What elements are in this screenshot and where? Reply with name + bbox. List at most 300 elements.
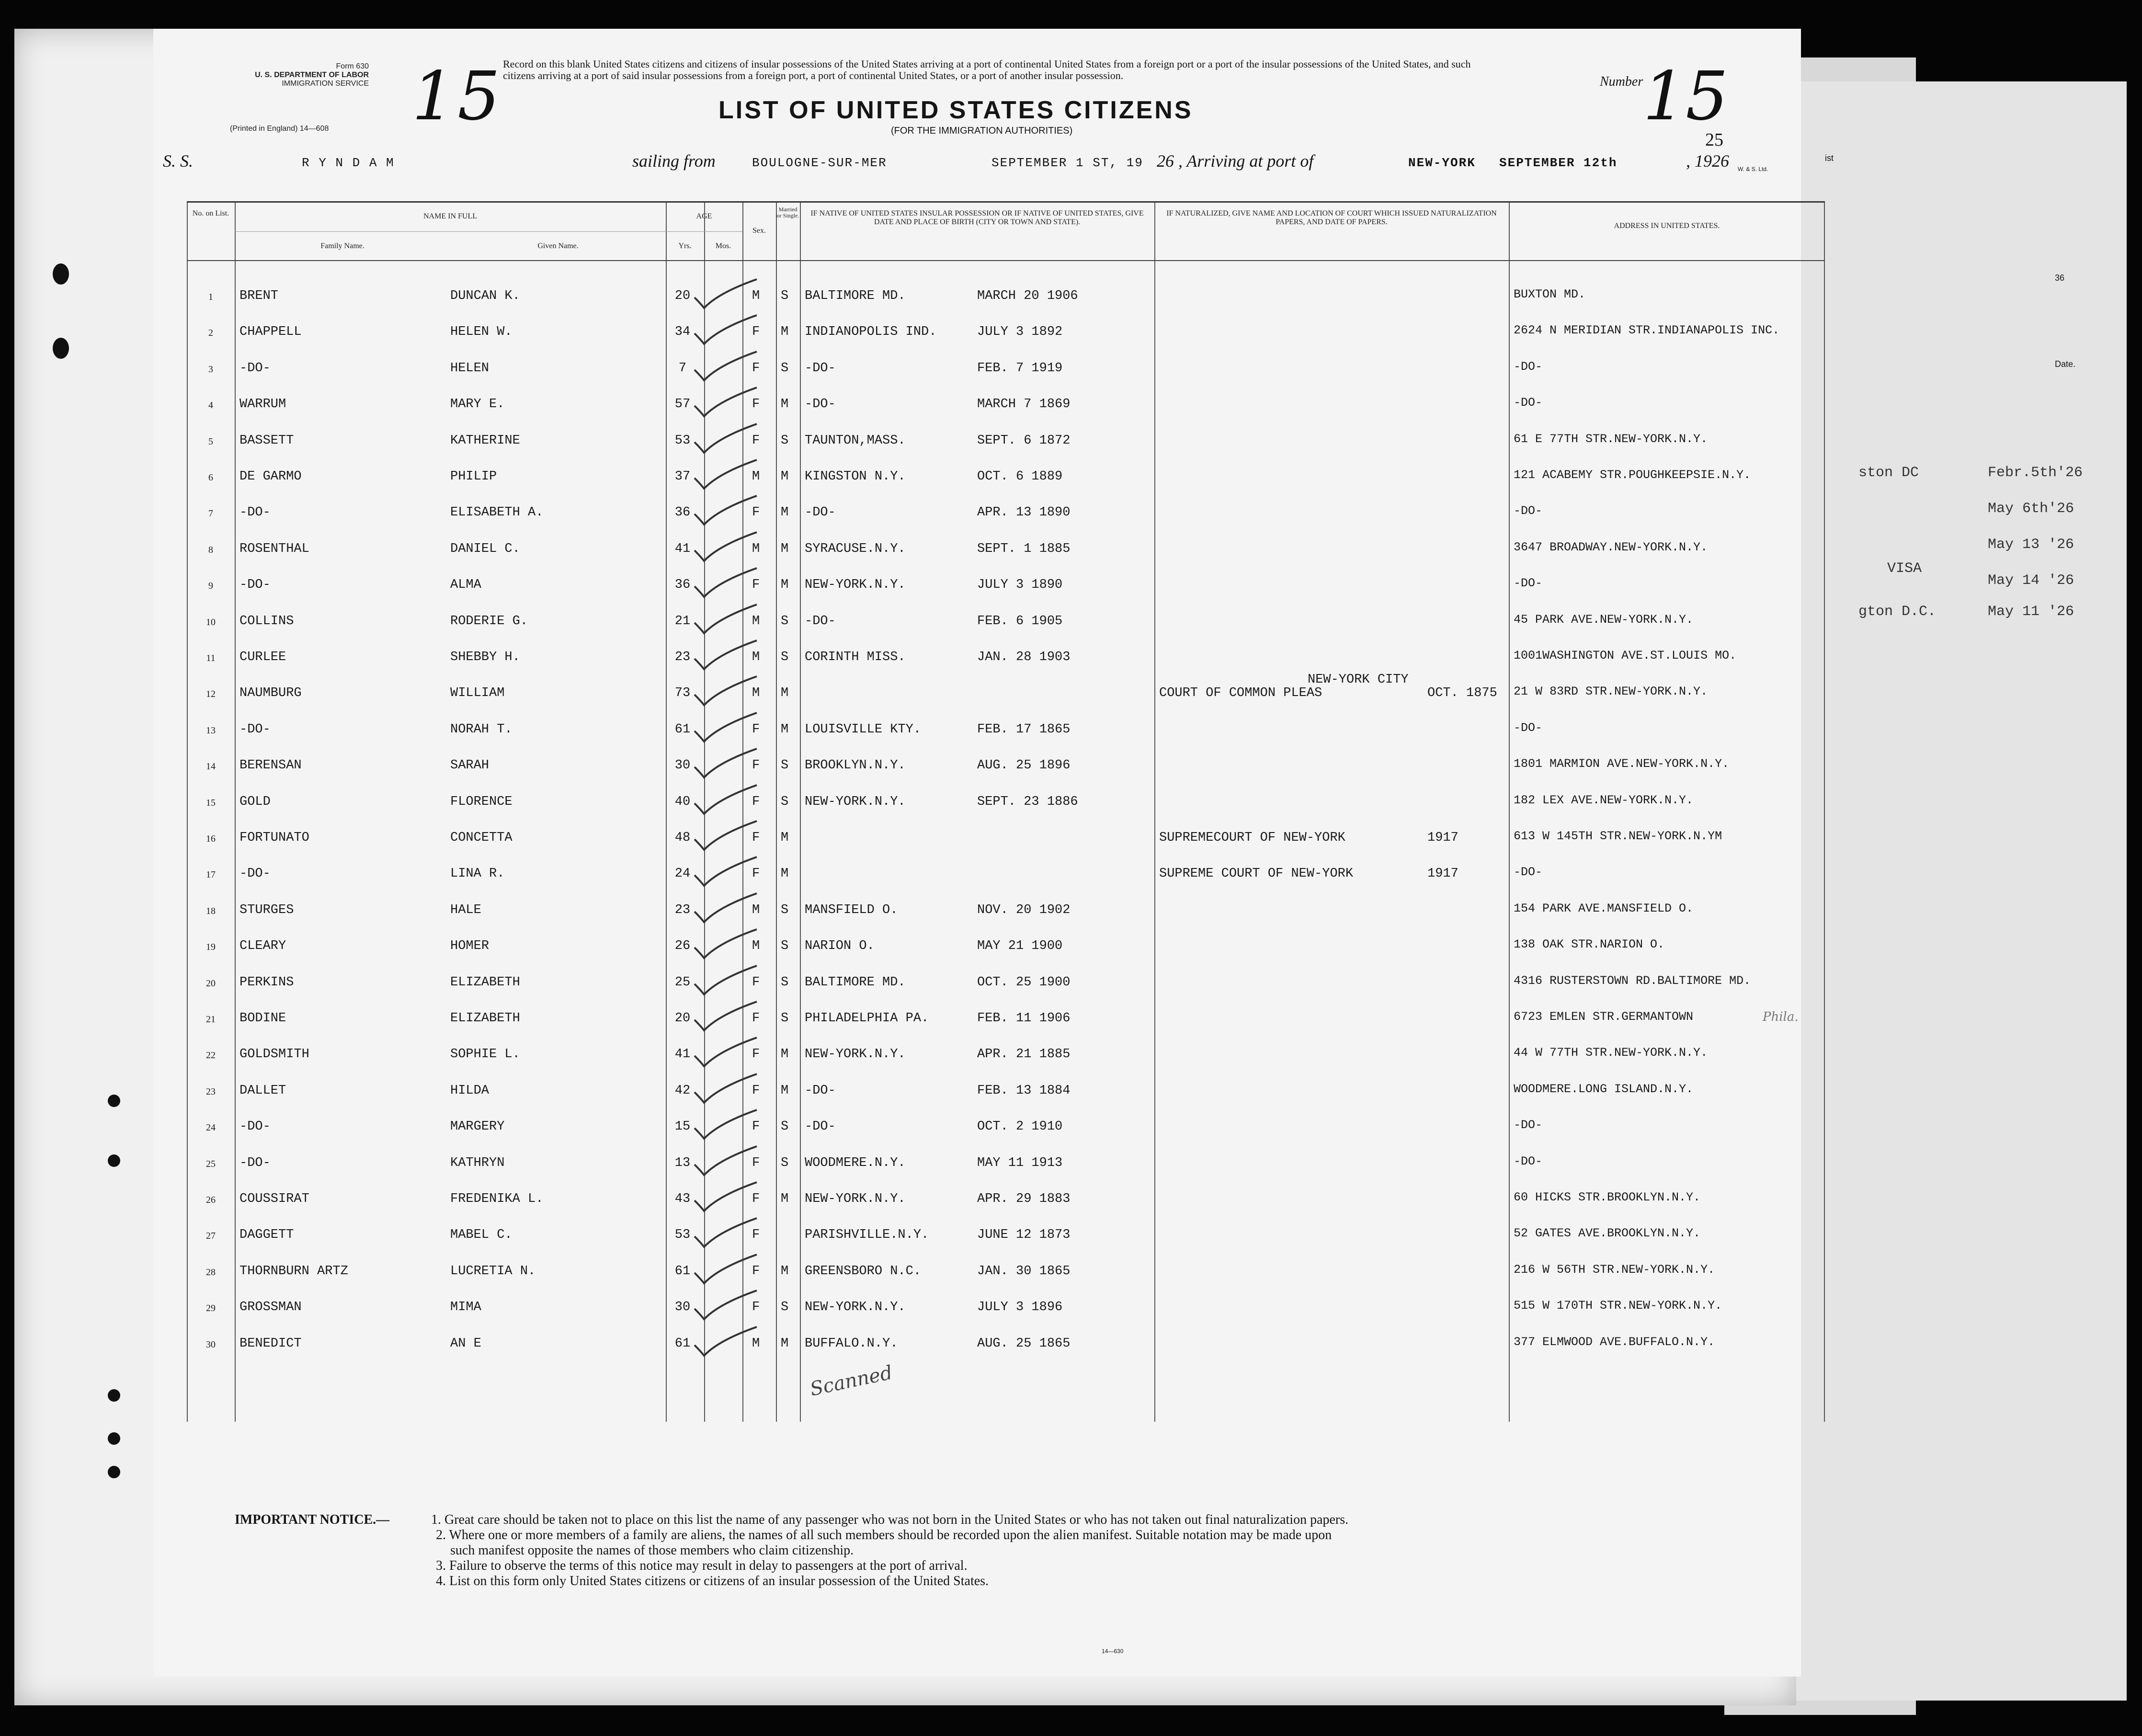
birth-date: FEB. 6 1905: [977, 614, 1063, 628]
given-name: DUNCAN K.: [450, 289, 520, 303]
given-name: ELIZABETH: [450, 975, 520, 990]
row-number: 7: [208, 508, 213, 519]
address: 1001WASHINGTON AVE.ST.LOUIS MO.: [1514, 649, 1737, 662]
check-mark-icon: [685, 820, 762, 856]
birth-place: NEW-YORK.N.Y.: [805, 578, 906, 593]
age-years: 23: [674, 902, 691, 917]
age-years: 26: [674, 939, 691, 954]
punch-hole: [108, 1432, 120, 1445]
address: 6723 EMLEN STR.GERMANTOWN: [1514, 1010, 1694, 1024]
row-number: 10: [206, 617, 216, 628]
given-name: ALMA: [450, 578, 481, 593]
row-number: 6: [208, 472, 213, 483]
naturalization-court: COURT OF COMMON PLEAS: [1159, 686, 1322, 701]
birth-date: NOV. 20 1902: [977, 902, 1071, 917]
married-single: M: [781, 686, 789, 701]
sex: M: [752, 902, 760, 917]
sex: F: [752, 1119, 760, 1134]
table-row: [187, 605, 1825, 640]
birth-date: APR. 13 1890: [977, 505, 1071, 520]
address: -DO-: [1514, 396, 1543, 410]
family-name: BASSETT: [239, 433, 294, 448]
address: -DO-: [1514, 576, 1543, 591]
page-subtitle: (FOR THE IMMIGRATION AUTHORITIES): [891, 126, 1073, 136]
table-row: [187, 388, 1825, 423]
birth-place: PHILADELPHIA PA.: [805, 1011, 929, 1026]
notice-item: 1. Great care should be taken not to place on this list the name of any passenger who was not born in the United States or who has not taken out final naturalization papers.: [431, 1512, 1349, 1527]
address: 216 W 56TH STR.NEW-YORK.N.Y.: [1514, 1262, 1715, 1277]
table-row: [187, 1074, 1825, 1109]
address: 121 ACABEMY STR.POUGHKEEPSIE.N.Y.: [1514, 468, 1751, 482]
birth-place: NARION O.: [805, 939, 875, 954]
arrive-date: SEPTEMBER 12th: [1499, 156, 1618, 170]
age-years: 73: [674, 686, 691, 701]
married-single: M: [781, 541, 789, 556]
sex: F: [752, 1155, 760, 1170]
table-row: [187, 640, 1825, 676]
check-mark-icon: [685, 1037, 762, 1072]
birth-place: -DO-: [805, 614, 836, 628]
table-row: [187, 352, 1825, 387]
back-sheet-notes: [1858, 129, 2127, 704]
given-name: MIMA: [450, 1300, 481, 1315]
port-to: NEW-YORK: [1408, 156, 1476, 170]
given-name: HALE: [450, 902, 481, 917]
age-years: 15: [674, 1119, 691, 1134]
married-single: M: [781, 867, 789, 881]
married-single: S: [781, 289, 789, 303]
table-row: [187, 424, 1825, 459]
age-years: 43: [674, 1192, 691, 1206]
back-note-line: May 11 '26: [1988, 604, 2074, 620]
check-mark-icon: [685, 567, 762, 603]
col-yrs: Yrs.: [678, 242, 692, 250]
family-name: -DO-: [239, 505, 271, 520]
sex: F: [752, 361, 760, 376]
table-row: [187, 1110, 1825, 1145]
married-single: M: [781, 831, 789, 845]
check-mark-icon: [685, 1326, 762, 1361]
row-number: 25: [206, 1158, 216, 1169]
row-number: 11: [206, 653, 216, 663]
age-years: 53: [674, 433, 691, 448]
notice-item: such manifest opposite the names of those members who claim citizenship.: [450, 1543, 854, 1558]
address: 21 W 83RD STR.NEW-YORK.N.Y.: [1514, 685, 1708, 699]
family-name: COLLINS: [239, 614, 294, 628]
birth-place: TAUNTON,MASS.: [805, 433, 906, 448]
married-single: S: [781, 794, 789, 809]
page-title: LIST OF UNITED STATES CITIZENS: [718, 96, 1193, 124]
address: 154 PARK AVE.MANSFIELD O.: [1514, 901, 1694, 915]
check-mark-icon: [685, 278, 762, 314]
sex: F: [752, 1083, 760, 1098]
address: 138 OAK STR.NARION O.: [1514, 937, 1665, 952]
sex: F: [752, 1228, 760, 1243]
birth-place: NEW-YORK.N.Y.: [805, 794, 906, 809]
family-name: GOLDSMITH: [239, 1047, 309, 1062]
sex: M: [752, 939, 760, 954]
naturalization-date: 1917: [1427, 867, 1458, 881]
check-mark-icon: [685, 928, 762, 964]
birth-place: PARISHVILLE.N.Y.: [805, 1228, 929, 1243]
birth-date: JUNE 12 1873: [977, 1228, 1071, 1243]
given-name: WILLIAM: [450, 686, 505, 701]
sex: F: [752, 578, 760, 593]
check-mark-icon: [685, 1109, 762, 1144]
given-name: LUCRETIA N.: [450, 1264, 536, 1279]
family-name: COUSSIRAT: [239, 1192, 309, 1206]
sex: M: [752, 469, 760, 484]
age-years: 13: [674, 1155, 691, 1170]
married-single: M: [781, 469, 789, 484]
row-number: 14: [206, 761, 216, 772]
age-years: 48: [674, 831, 691, 845]
family-name: ROSENTHAL: [239, 541, 309, 556]
table-row: [187, 496, 1825, 531]
col-family: Family Name.: [320, 242, 365, 250]
given-name: FREDENIKA L.: [450, 1192, 544, 1206]
punch-hole: [108, 1095, 120, 1107]
check-mark-icon: [685, 856, 762, 891]
department-label: U. S. DEPARTMENT OF LABOR: [255, 71, 369, 79]
married-single: S: [781, 650, 789, 664]
married-single: S: [781, 975, 789, 990]
table-row: [187, 532, 1825, 568]
row-number: 16: [206, 834, 216, 844]
family-name: DAGGETT: [239, 1228, 294, 1243]
port-from: BOULOGNE-SUR-MER: [752, 156, 887, 170]
check-mark-icon: [685, 784, 762, 820]
arrive-year: , 1926: [1686, 151, 1729, 171]
table-row: [187, 673, 1825, 712]
record-note: Record on this blank United States citizens and citizens of insular possessions of the United States arriving at a port of continental United States from a foreign port or a port of the insular possessions of the United States, and such citizens arriving at a port of said insular possessions from a foreign port, a port of continental United States, or a port of another insular possession.: [503, 58, 1471, 81]
handwritten-scrawl: Scanned: [808, 1361, 895, 1401]
age-years: 23: [674, 650, 691, 664]
address: BUXTON MD.: [1514, 287, 1586, 301]
married-single: M: [781, 505, 789, 520]
married-single: M: [781, 1336, 789, 1351]
sex: M: [752, 614, 760, 628]
address: 44 W 77TH STR.NEW-YORK.N.Y.: [1514, 1046, 1708, 1060]
birth-date: AUG. 25 1896: [977, 758, 1071, 773]
service-label: IMMIGRATION SERVICE: [282, 80, 369, 88]
given-name: SOPHIE L.: [450, 1047, 520, 1062]
address: 1801 MARMION AVE.NEW-YORK.N.Y.: [1514, 757, 1730, 771]
punch-hole: [108, 1466, 120, 1478]
col-given: Given Name.: [537, 242, 579, 250]
table-row: [187, 1327, 1825, 1362]
family-name: -DO-: [239, 361, 271, 376]
row-number: 26: [206, 1195, 216, 1205]
col-address: ADDRESS IN UNITED STATES.: [1614, 222, 1720, 230]
married-single: M: [781, 1264, 789, 1279]
age-years: 53: [674, 1228, 691, 1243]
passenger-table: [187, 201, 1825, 1422]
check-mark-icon: [685, 1290, 762, 1325]
back-note-line: May 13 '26: [1988, 537, 2074, 553]
list-number-left: 15: [412, 57, 503, 136]
check-mark-icon: [685, 531, 762, 567]
given-name: HOMER: [450, 939, 490, 954]
back-sheet-page: 36: [2055, 273, 2065, 283]
number-label: Number: [1600, 74, 1643, 89]
naturalization-location: NEW-YORK CITY: [1308, 673, 1409, 687]
sex: F: [752, 325, 760, 340]
birth-date: AUG. 25 1865: [977, 1336, 1071, 1351]
table-row: [187, 1255, 1825, 1290]
given-name: HELEN W.: [450, 325, 513, 340]
given-name: LINA R.: [450, 867, 505, 881]
family-name: STURGES: [239, 902, 294, 917]
back-note-line: May 6th'26: [1988, 501, 2074, 517]
sex: F: [752, 397, 760, 412]
birth-date: JULY 3 1892: [977, 325, 1063, 340]
address: 3647 BROADWAY.NEW-YORK.N.Y.: [1514, 540, 1708, 554]
family-name: BODINE: [239, 1011, 286, 1026]
printed-note: (Printed in England) 14—608: [230, 125, 329, 133]
row-number: 17: [206, 869, 216, 880]
sex: F: [752, 831, 760, 845]
table-row: [187, 857, 1825, 892]
given-name: MABEL C.: [450, 1228, 513, 1243]
row-number: 18: [206, 905, 216, 916]
birth-place: -DO-: [805, 397, 836, 412]
birth-place: LOUISVILLE KTY.: [805, 722, 922, 737]
sex: F: [752, 975, 760, 990]
birth-date: JAN. 28 1903: [977, 650, 1071, 664]
check-mark-icon: [685, 387, 762, 422]
ss-label: S. S.: [163, 151, 193, 171]
given-name: KATHERINE: [450, 433, 520, 448]
table-row: [187, 1038, 1825, 1073]
age-years: 21: [674, 614, 691, 628]
table-row: [187, 1291, 1825, 1326]
family-name: DE GARMO: [239, 469, 302, 484]
married-single: S: [781, 1119, 789, 1134]
birth-date: OCT. 2 1910: [977, 1119, 1063, 1134]
back-note-line: Febr.5th'26: [1988, 465, 2083, 481]
age-years: 36: [674, 505, 691, 520]
sex: F: [752, 505, 760, 520]
married-single: S: [781, 1300, 789, 1315]
given-name: RODERIE G.: [450, 614, 528, 628]
age-years: 61: [674, 1336, 691, 1351]
family-name: BENEDICT: [239, 1336, 302, 1351]
col-no: No. on List.: [192, 209, 229, 217]
row-number: 29: [206, 1303, 216, 1314]
row-number: 5: [208, 436, 213, 447]
birth-date: OCT. 25 1900: [977, 975, 1071, 990]
family-name: THORNBURN ARTZ: [239, 1264, 348, 1279]
birth-date: FEB. 11 1906: [977, 1011, 1071, 1026]
check-mark-icon: [685, 459, 762, 494]
birth-date: JULY 3 1890: [977, 578, 1063, 593]
married-single: S: [781, 433, 789, 448]
form-number: Form 630: [336, 62, 369, 70]
printer-mark: W. & S. Ltd.: [1738, 166, 1768, 172]
birth-place: BALTIMORE MD.: [805, 975, 906, 990]
punch-hole: [108, 1154, 120, 1167]
married-single: S: [781, 939, 789, 954]
given-name: PHILIP: [450, 469, 497, 484]
age-years: 25: [674, 975, 691, 990]
birth-date: APR. 21 1885: [977, 1047, 1071, 1062]
family-name: CURLEE: [239, 650, 286, 664]
naturalization-court: SUPREMECOURT OF NEW-YORK: [1159, 831, 1345, 845]
married-single: S: [781, 758, 789, 773]
notice-lead: IMPORTANT NOTICE.—: [235, 1512, 390, 1527]
row-number: 3: [208, 364, 213, 375]
back-note-line: VISA: [1887, 560, 1922, 577]
age-years: 41: [674, 1047, 691, 1062]
row-number: 20: [206, 978, 216, 989]
sex: F: [752, 1300, 760, 1315]
row-number: 21: [206, 1014, 216, 1025]
check-mark-icon: [685, 1073, 762, 1108]
family-name: GOLD: [239, 794, 271, 809]
address: 182 LEX AVE.NEW-YORK.N.Y.: [1514, 793, 1694, 807]
family-name: GROSSMAN: [239, 1300, 302, 1315]
check-mark-icon: [685, 1254, 762, 1289]
table-row: [187, 460, 1825, 495]
birth-place: NEW-YORK.N.Y.: [805, 1192, 906, 1206]
address: 4316 RUSTERSTOWN RD.BALTIMORE MD.: [1514, 973, 1751, 988]
family-name: CHAPPELL: [239, 325, 302, 340]
punch-hole: [53, 263, 69, 285]
family-name: DALLET: [239, 1083, 286, 1098]
arriving-label: , Arriving at port of: [1178, 151, 1314, 171]
birth-place: KINGSTON N.Y.: [805, 469, 906, 484]
col-sex: Sex.: [752, 227, 766, 235]
footer-code: 14—630: [1102, 1648, 1124, 1655]
address: 2624 N MERIDIAN STR.INDIANAPOLIS INC.: [1514, 323, 1780, 338]
given-name: HILDA: [450, 1083, 490, 1098]
married-single: S: [781, 361, 789, 376]
back-sheet-date-label: Date.: [2055, 359, 2076, 369]
address: -DO-: [1514, 504, 1543, 518]
married-single: S: [781, 614, 789, 628]
sex: M: [752, 1336, 760, 1351]
given-name: AN E: [450, 1336, 481, 1351]
back-note-line: gton D.C.: [1858, 604, 1937, 620]
naturalization-date: 1917: [1427, 831, 1458, 845]
naturalization-court: SUPREME COURT OF NEW-YORK: [1159, 867, 1354, 881]
check-mark-icon: [685, 1181, 762, 1217]
birth-date: SEPT. 1 1885: [977, 541, 1071, 556]
punch-hole: [53, 338, 69, 359]
row-number: 28: [206, 1267, 216, 1278]
sex: F: [752, 794, 760, 809]
address: 377 ELMWOOD AVE.BUFFALO.N.Y.: [1514, 1335, 1715, 1349]
row-number: 4: [208, 400, 213, 411]
table-row: [187, 568, 1825, 604]
family-name: -DO-: [239, 867, 271, 881]
row-number: 27: [206, 1231, 216, 1242]
row-number: 2: [208, 328, 213, 339]
birth-place: BUFFALO.N.Y.: [805, 1336, 898, 1351]
address: 515 W 170TH STR.NEW-YORK.N.Y.: [1514, 1299, 1722, 1313]
age-years: 36: [674, 578, 691, 593]
sailing-from-label: sailing from: [632, 151, 716, 171]
row-number: 30: [206, 1339, 216, 1350]
sex: F: [752, 867, 760, 881]
family-name: WARRUM: [239, 397, 286, 412]
punch-hole: [108, 1389, 120, 1402]
married-single: S: [781, 902, 789, 917]
table-row: [187, 821, 1825, 857]
row-number: 23: [206, 1086, 216, 1097]
married-single: M: [781, 1047, 789, 1062]
sex: F: [752, 1047, 760, 1062]
check-mark-icon: [685, 1217, 762, 1253]
table-row: [187, 966, 1825, 1001]
check-mark-icon: [685, 675, 762, 711]
depart-date: SEPTEMBER 1 ST, 19: [991, 156, 1143, 170]
check-mark-icon: [685, 965, 762, 1000]
birth-date: JULY 3 1896: [977, 1300, 1063, 1315]
address: -DO-: [1514, 359, 1543, 374]
birth-date: SEPT. 6 1872: [977, 433, 1071, 448]
col-name-in-full: NAME IN FULL: [423, 212, 477, 220]
birth-place: -DO-: [805, 1083, 836, 1098]
birth-place: MANSFIELD O.: [805, 902, 898, 917]
naturalization-date: OCT. 1875: [1427, 686, 1497, 701]
given-name: HELEN: [450, 361, 490, 376]
table-row: [187, 1218, 1825, 1254]
birth-place: INDIANOPOLIS IND.: [805, 325, 937, 340]
check-mark-icon: [685, 1001, 762, 1036]
back-note-line: ston DC: [1858, 465, 1919, 481]
family-name: -DO-: [239, 578, 271, 593]
age-years: 30: [674, 1300, 691, 1315]
age-years: 20: [674, 1011, 691, 1026]
given-name: SHEBBY H.: [450, 650, 520, 664]
check-mark-icon: [685, 892, 762, 928]
age-years: 41: [674, 541, 691, 556]
form-identifier: [187, 62, 369, 88]
family-name: BRENT: [239, 289, 279, 303]
depart-year: 26: [1157, 151, 1174, 171]
given-name: ELIZABETH: [450, 1011, 520, 1026]
check-mark-icon: [685, 495, 762, 530]
given-name: ELISABETH A.: [450, 505, 544, 520]
page-number: 25: [1705, 130, 1723, 150]
sex: M: [752, 289, 760, 303]
given-name: FLORENCE: [450, 794, 513, 809]
col-birth: IF NATIVE OF UNITED STATES INSULAR POSSESSION OR IF NATIVE OF UNITED STATES, GIVE DATE AND PLACE OF BIRTH (CITY OR TOWN AND STATE).: [810, 209, 1144, 226]
family-name: FORTUNATO: [239, 831, 309, 845]
age-years: 20: [674, 289, 691, 303]
birth-date: MAY 11 1913: [977, 1155, 1063, 1170]
family-name: -DO-: [239, 1155, 271, 1170]
age-years: 30: [674, 758, 691, 773]
age-years: 7: [678, 361, 687, 376]
address: 61 E 77TH STR.NEW-YORK.N.Y.: [1514, 432, 1708, 446]
birth-place: BROOKLYN.N.Y.: [805, 758, 906, 773]
notice-item: 3. Failure to observe the terms of this notice may result in delay to passengers at the port of arrival.: [436, 1558, 968, 1573]
col-mos: Mos.: [715, 242, 731, 250]
handwritten-note: Phila.: [1763, 1010, 1799, 1024]
married-single: M: [781, 325, 789, 340]
sex: F: [752, 1264, 760, 1279]
sex: M: [752, 541, 760, 556]
address: 613 W 145TH STR.NEW-YORK.N.YM: [1514, 829, 1722, 843]
given-name: NORAH T.: [450, 722, 513, 737]
birth-date: JAN. 30 1865: [977, 1264, 1071, 1279]
married-single: S: [781, 1011, 789, 1026]
given-name: CONCETTA: [450, 831, 513, 845]
table-row: [187, 1146, 1825, 1182]
